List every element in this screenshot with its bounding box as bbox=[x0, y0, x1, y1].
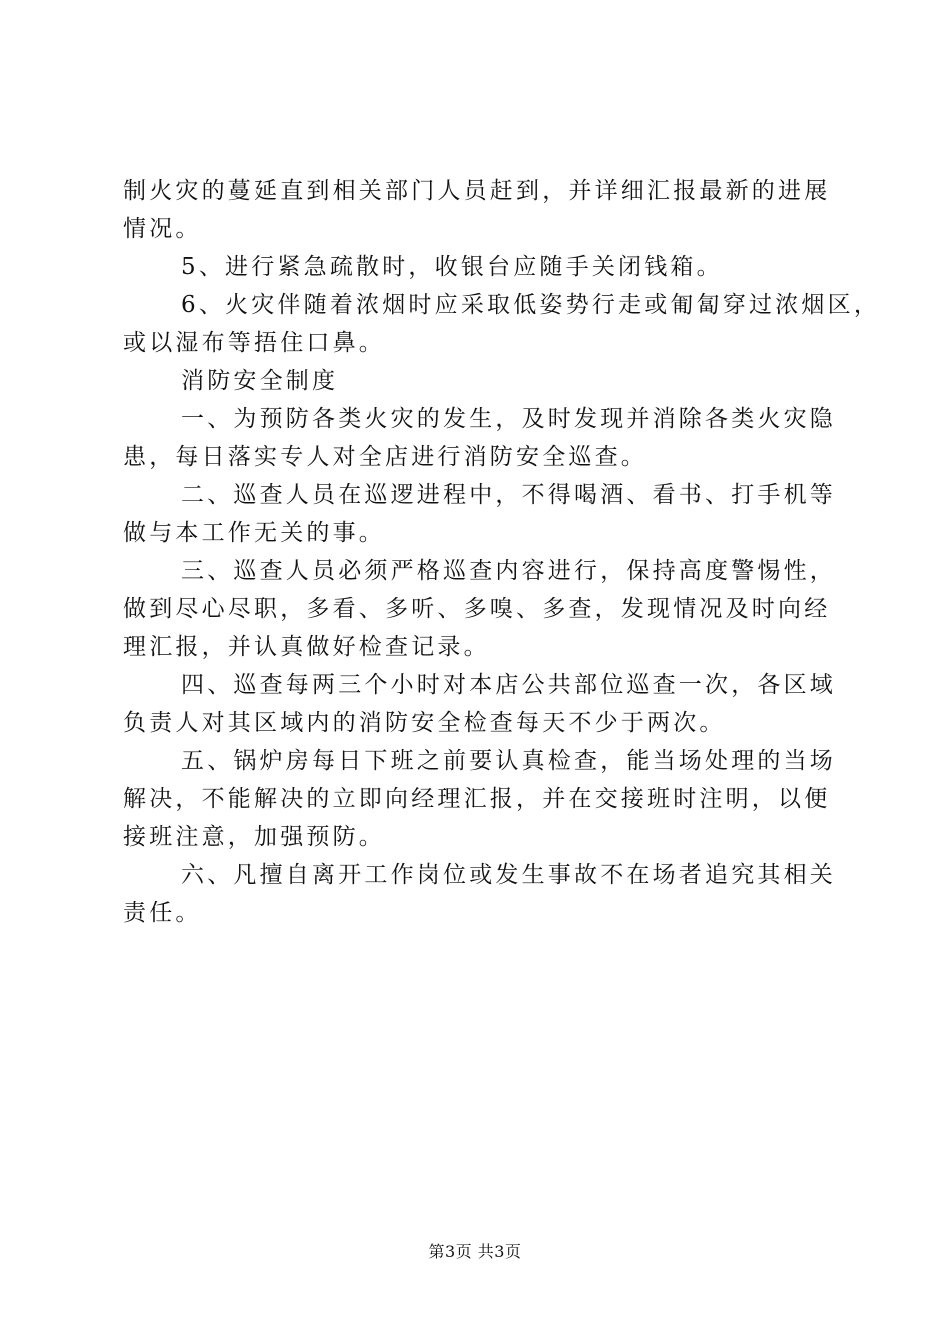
section-heading: 消防安全制度 bbox=[181, 368, 339, 394]
text-line: 做与本工作无关的事。 bbox=[123, 520, 385, 546]
text-line: 责任。 bbox=[123, 900, 202, 926]
text-line: 四、巡查每两三个小时对本店公共部位巡查一次，各区域 bbox=[181, 672, 836, 698]
text-line: 情况。 bbox=[123, 216, 202, 242]
text-line: 接班注意，加强预防。 bbox=[123, 824, 385, 850]
text-line: 解决，不能解决的立即向经理汇报，并在交接班时注明，以便 bbox=[123, 786, 831, 812]
text-line: 负责人对其区域内的消防安全检查每天不少于两次。 bbox=[123, 710, 726, 736]
text-line: 六、凡擅自离开工作岗位或发生事故不在场者追究其相关 bbox=[181, 862, 836, 888]
text-line: 制火灾的蔓延直到相关部门人员赶到，并详细汇报最新的进展 bbox=[123, 178, 831, 204]
text-line: 五、锅炉房每日下班之前要认真检查，能当场处理的当场 bbox=[181, 748, 836, 774]
document-body bbox=[123, 172, 881, 932]
text-line: 6、火灾伴随着浓烟时应采取低姿势行走或匍匐穿过浓烟区， bbox=[181, 292, 881, 318]
page-number-footer: 第3页 共3页 bbox=[428, 1242, 522, 1261]
text-line: 患，每日落实专人对全店进行消防安全巡查。 bbox=[123, 444, 647, 470]
text-line: 一、为预防各类火灾的发生，及时发现并消除各类火灾隐 bbox=[181, 406, 836, 432]
text-line: 三、巡查人员必须严格巡查内容进行，保持高度警惕性， bbox=[181, 558, 836, 584]
text-line: 二、巡查人员在巡逻进程中，不得喝酒、看书、打手机等 bbox=[181, 482, 836, 508]
text-line: 做到尽心尽职，多看、多听、多嗅、多查，发现情况及时向经 bbox=[123, 596, 831, 622]
text-line: 或以湿布等捂住口鼻。 bbox=[123, 330, 385, 356]
text-line: 理汇报，并认真做好检查记录。 bbox=[123, 634, 490, 660]
text-line: 5、进行紧急疏散时，收银台应随手关闭钱箱。 bbox=[181, 254, 723, 280]
